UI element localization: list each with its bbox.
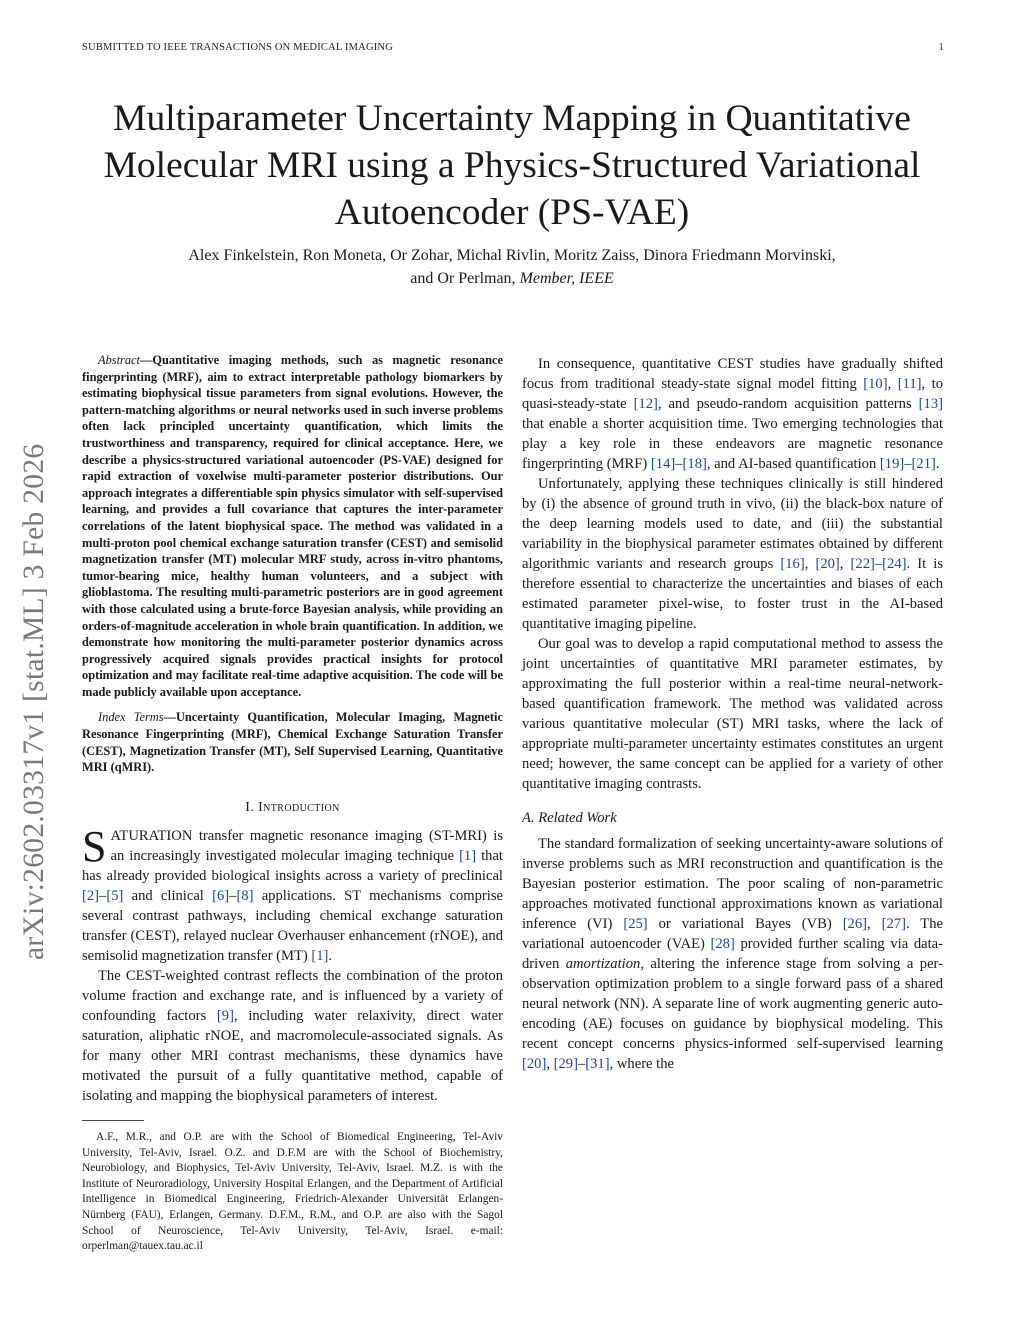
citation-link[interactable]: [27] — [881, 916, 906, 932]
related-work-paragraph-1 — [522, 834, 943, 1074]
paper-title: Multiparameter Uncertainty Mapping in Quantitative Molecular MRI using a Physics-Structured Variational Autoencoder (PS-VAE) — [103, 98, 921, 233]
subsection-heading-related-work: A. Related Work — [522, 810, 617, 826]
text-run: , altering the inference stage from solving a per-observation optimization problem to a single forward pass of a shared neural network (NN). A separate line of work augmenting generic auto-encoding (AE) focuses on guidance by biophysical modeling. This recent concept concerns physics-informed self-supervised learning — [522, 956, 943, 1052]
text-run: The standard formalization of seeking uncertainty-aware solutions of inverse problems such as MRI reconstruction and quantification is the Bayesian posterior estimation. The poor scaling of non-parametric approaches motivated functional approximations known as variational inference (VI) — [522, 836, 943, 932]
right-column — [522, 354, 943, 1074]
text-run: , including water relaxivity, direct water saturation, aliphatic rNOE, and macromolecule-associated signals. As for many other MRI contrast mechanisms, these dynamics have motivated the pursuit of a fully quantitative method, capable of isolating and mapping the biophysical parameters of interest. — [82, 1007, 503, 1104]
text-run: , — [867, 916, 882, 932]
text-run: The CEST-weighted contrast reflects the combination of the proton volume fraction and exchange rate, and is influenced by a variety of confounding factors — [82, 967, 503, 1024]
citation-link[interactable]: [29] — [553, 1056, 578, 1072]
intro-paragraph-1 — [82, 821, 503, 966]
text-run: transfer magnetic resonance imaging (ST-MRI) is an increasingly investigated molecular imaging technique — [110, 827, 503, 864]
intro-paragraph-5 — [522, 634, 943, 794]
citation-link[interactable]: [14] — [650, 456, 676, 472]
ieee-membership: Member, IEEE — [519, 270, 614, 287]
citation-link[interactable]: [28] — [710, 936, 735, 952]
emphasis-term: amortization — [565, 956, 641, 972]
opening-word: ATURATION — [110, 827, 193, 844]
abstract-label: Abstract — [98, 353, 140, 367]
text-run: , — [839, 556, 851, 572]
text-run: . — [935, 456, 940, 472]
author-list — [62, 244, 962, 290]
text-run: , to quasi-steady-state — [522, 376, 944, 412]
text-run: Our goal was to develop a rapid computational method to assess the joint uncertainties of quantitative MRI parameter estimates, by approximating the full posterior within a real-time neural-network-based quantification framework. The method was validated across various quantitative molecular (ST) MRI tasks, where the lack of appropriate multi-parameter uncertainty estimates constitutes an urgent need; however, the same concept can be applied for a variety of other quantitative imaging contrasts. — [522, 636, 943, 792]
section-heading-introduction — [82, 798, 503, 818]
arxiv-identifier: arXiv:2602.03317v1 [stat.ML] 3 Feb 2026 — [18, 443, 50, 960]
text-run: – — [874, 556, 883, 572]
citation-link[interactable]: [1] — [459, 847, 477, 864]
citation-link[interactable]: [9] — [216, 1007, 234, 1024]
text-run: , and pseudo-random acquisition patterns — [657, 396, 919, 412]
text-run: , and AI-based quantification — [706, 456, 880, 472]
text-run: – — [577, 1056, 586, 1072]
text-run: – — [229, 887, 237, 904]
citation-link[interactable]: [5] — [106, 887, 124, 904]
text-run: and clinical — [123, 887, 213, 904]
citation-link[interactable]: [2] — [82, 887, 100, 904]
text-run: Unfortunately, applying these techniques clinically is still hindered by (i) the absence of ground truth in vivo, (ii) the black-box nature of the deep learning models used to date, and (iii) the substantial variability in the biophysical parameter estimates obtained by different algorithmic variants and research groups — [522, 476, 943, 572]
citation-link[interactable]: [1] — [311, 947, 329, 964]
author-last: and Or Perlman, — [410, 270, 520, 287]
citation-link[interactable]: [20] — [815, 556, 840, 572]
page-number: 1 — [938, 42, 944, 53]
intro-paragraph-2 — [82, 966, 503, 1106]
citation-link[interactable]: [24] — [882, 556, 907, 572]
text-run: In consequence, quantitative CEST studies have gradually shifted focus from traditional steady-state signal model fitting — [522, 356, 943, 392]
citation-link[interactable]: [21] — [911, 456, 936, 472]
journal-name: SUBMITTED TO IEEE TRANSACTIONS ON MEDICAL IMAGING — [82, 42, 393, 53]
index-terms — [82, 709, 503, 775]
author-line-1: Alex Finkelstein, Ron Moneta, Or Zohar, Michal Rivlin, Moritz Zaiss, Dinora Friedmann Morvinski, — [188, 247, 836, 264]
text-run: or variational Bayes (VB) — [647, 916, 843, 932]
section-number: I. — [245, 799, 259, 815]
text-run: – — [99, 887, 107, 904]
section-title: Introduction — [258, 799, 340, 815]
citation-link[interactable]: [19] — [879, 456, 905, 472]
text-run: that has already provided biological insights across a variety of preclinical — [82, 847, 503, 884]
citation-link[interactable]: [6] — [212, 887, 230, 904]
citation-link[interactable]: [16] — [780, 556, 805, 572]
text-run: provided further scaling via data-driven — [522, 936, 943, 972]
abstract — [82, 352, 503, 700]
text-run: . — [328, 947, 333, 964]
index-terms-text: —Uncertainty Quantification, Molecular Imaging, Magnetic Resonance Fingerprinting (MRF), Chemical Exchange Saturation Transfer (CEST), Magnetization Transfer (MT), Self Supervised Learning, Quantitative MRI (qMRI). — [82, 710, 503, 775]
intro-paragraph-3 — [522, 354, 943, 474]
text-run: , — [804, 556, 816, 572]
affiliation-footnote: A.F., M.R., and O.P. are with the School of Biomedical Engineering, Tel-Aviv University, Tel-Aviv, Israel. O.Z. and D.F.M are with the School of Biochemistry, Neurobiology, and Biophysics, Tel-Aviv University, Tel-Aviv, Israel. M.Z. is with the Institute of Neuroradiology, University Hospital Erlangen, and the Department of Artificial Intelligence in Biomedical Engineering, Friedrich-Alexander Universität Erlangen-Nürnberg (FAU), Erlangen, Germany. D.F.M., R.M., and O.P. are also with the Sagol School of Neuroscience, Tel-Aviv University, Tel-Aviv, Israel. e-mail: orperlman@tauex.tau.ac.il — [82, 1131, 503, 1253]
citation-link[interactable]: [25] — [623, 916, 648, 932]
left-column — [82, 352, 503, 1106]
citation-link[interactable]: [8] — [236, 887, 254, 904]
text-run: that enable a shorter acquisition time. Two emerging technologies that play a key role in these endeavors are magnetic resonance fingerprinting (MRF) — [522, 416, 943, 472]
citation-link[interactable]: [12] — [633, 396, 658, 412]
citation-link[interactable]: [10] — [863, 376, 888, 392]
abstract-text: —Quantitative imaging methods, such as magnetic resonance fingerprinting (MRF), aim to extract interpretable pathology biomarkers by estimating biophysical tissue parameters from signal evolutions. However, the pattern-matching algorithms or neural networks used in such inverse problems often lack principled uncertainty quantification, which limits the trustworthiness and transparency, required for clinical acceptance. Here, we describe a physics-structured variational autoencoder (PS-VAE) designed for rapid extraction of voxelwise multi-parameter posterior distributions. Our approach integrates a differentiable spin physics simulator with self-supervised learning, and provides a full covariance that captures the inter-parameter correlations of the latent biophysical space. The method was validated in a multi-proton pool chemical exchange saturation transfer (CEST) and semisolid magnetization transfer (MT) molecular MRF study, across in-vitro phantoms, tumor-bearing mice, healthy human volunteers, and a subject with glioblastoma. The resulting multi-parametric posteriors are in good agreement with those calculated using a brute-force Bayesian analysis, while providing an orders-of-magnitude acceleration in whole brain quantification. In addition, we demonstrate how monitoring the multi-parameter posterior dynamics across progressively acquired signals provides practical insights for protocol optimization and may facilitate real-time adaptive acquisition. The code will be made publicly available upon acceptance. — [82, 353, 503, 699]
citation-link[interactable]: [31] — [585, 1056, 610, 1072]
text-run: , — [546, 1056, 554, 1072]
footnote-divider — [82, 1120, 144, 1121]
text-run: applications. ST mechanisms comprise several contrast pathways, including chemical exchange saturation transfer (CEST), relayed nuclear Overhauser enhancement (rNOE), and semisolid magnetization transfer (MT) — [82, 887, 503, 964]
citation-link[interactable]: [22] — [850, 556, 875, 572]
drop-cap: S — [82, 821, 107, 871]
text-run: – — [675, 456, 683, 472]
citation-link[interactable]: [13] — [918, 396, 943, 412]
text-run: . It is therefore essential to characterize the uncertainties and biases of each estimated parameter pixel-wise, to foster trust in the AI-based quantitative imaging pipeline. — [522, 556, 943, 632]
citation-link[interactable]: [18] — [682, 456, 707, 472]
citation-link[interactable]: [11] — [897, 376, 922, 392]
text-run: . The variational autoencoder (VAE) — [522, 916, 943, 952]
intro-paragraph-4 — [522, 474, 943, 634]
text-run: – — [904, 456, 912, 472]
citation-link[interactable]: [26] — [842, 916, 868, 932]
running-header — [82, 42, 944, 53]
text-run: , — [887, 376, 898, 392]
index-terms-label: Index Terms — [98, 710, 164, 725]
author-line-2 — [62, 267, 962, 290]
citation-link[interactable]: [20] — [522, 1056, 547, 1072]
text-run: , where the — [609, 1056, 675, 1072]
